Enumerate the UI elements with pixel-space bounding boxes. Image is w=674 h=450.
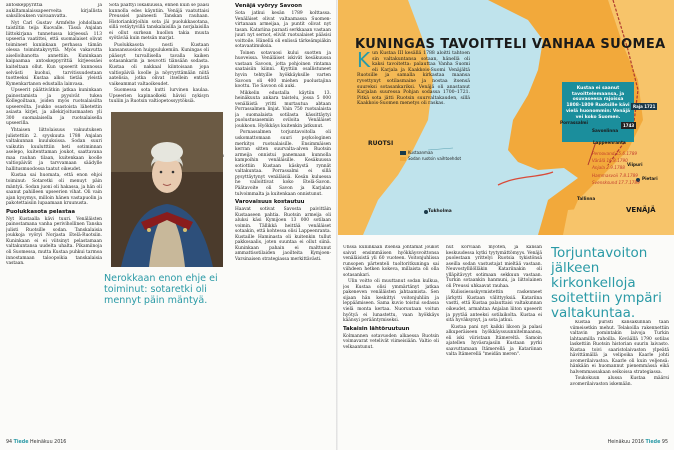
drop-cap: K: [357, 48, 371, 72]
paragraph: Sota jatkui kesän 1789 kolttassa. Venäläiset olivat valtaamassa Suomen-virtanaan armeijaa, ja puntit olivat nyt tasan. Katariina paraati serkkaaan vastaan juuri nyt sernot, elivät ruotsalaiset pääsisi voittoile. Hänellä oli enlissä tärkeämpiäkin sotavaatimuksia.: [235, 11, 331, 50]
info-box: Kustaa ei saanut tavoittelemaansa, ja osuvaseesa rajoissa 1808–1809 Ruotsille kävi vielä huonommin: Venäjä vei koko Suomen.: [562, 82, 634, 142]
paragraph: Upseerit päättivätkin jatkaa kuninkaan painostamista ja pyysivät tukea Kollegoiltaan, joiden myös ruotsalaisilta upseereilta. Joukko osastoista lähetettin asiasta kirjet, ja allekirjoitusmaaten yli 300 suomalaisella ja ruotsalaisella upseerilla.: [6, 88, 102, 127]
paragraph: Sota päättyi lokakuussa, ennen kuin se pääsi kunnolla edes käyntiin. Venäjä vaatuttaisi Preussiel paineesti Tanskan rauhaan. Historiankirjoihin sota jäi puolukkasotana, sillä vetäytyvillä tanskalaisilla ja norjalaisilla ei ollut surkean huollon takia muuta syötävää kuin metsän marjat.: [109, 3, 209, 42]
paragraph: Suomessa sota kutti lurvinen kaulaa. Upseerien kapinaolkeki hävisi nykisyn tuuliin ja Ruotsin valtiopetossyytöksiä.: [109, 88, 209, 105]
left-column-3: [235, 3, 331, 438]
article-headline: KUNINGAS TAVOITTELI VANHAA SUOMEA: [355, 37, 666, 52]
paragraph: Haavat sotivat Savosta paivittäin Kustaaseen pahtia. Ruotsin armeija oli aluksi käsi Kymijoen 13 000 sotilaan voimin. Tällikkä heittää venäläiset sotaakin, että kohtessa olisi Lappeenranta. Kustaille Haminasta oli kuitenkin tullut pakkosaalis, joten suuntaa ei ollut siinä. Kuninkaan pahain ei malttunut ammattisotilaiden jaoilteita Kymjoen-Varsinaisen strategiassa merkittävästi.: [235, 207, 331, 262]
place-lappeenranta: Lappeenranta: [593, 140, 626, 145]
paragraph: Ulin voitto oli muuttanut sodan kulkua, jos Kustaa olisi ymmärtänyt jatkaa pakeneven venäläisten jahtaamista. Sen sijaan hän keskittyi voitonjuhliin ja leppäämiseen. Sama kuvio toistui sodassa vielä monta kertaa. Nuoruutaan voitun hyötyä ei lunastettu, vaan hyökkäys käänsyi perääntymiseksi.: [343, 279, 439, 324]
paragraph: Toinen sotavuosi kului suotten ja huoveissa. Venäläiset iskivät kesäkuussa vastaan Savoon, jotta pohjoinen rintama saataisiin kiinni. Kyyttiin osallistuneet hyvin tehtyille hyökkäyksille varten Savoon oli 400 miehen puolustajina koottu. Tie Savoon oli auki.: [235, 50, 331, 90]
legend-item: Kustaanmaa: [400, 150, 461, 156]
section-heading: Takaisin lähtöruutuun: [343, 325, 410, 332]
paragraph: Toukokuun alussa Kustaa määrsi avomerilaivaston iskemään.: [570, 376, 669, 388]
city-marker-icon: [424, 210, 428, 214]
border-tag-1721: Raja 1721: [633, 104, 656, 109]
paragraph: Nyt Carl Gustav Armfelte johdollaan taistiltin teija Kuovalle. Tässä Anjalan liittokirjana tunnetussa kirjeessä 113 upseeria vaatittei, että suomalaiset olivat toimineet kuninkaan perhassa tämän olessa toimintakyvyttä. Myös vakavutta aiselloihanotta annettiin. Kuninkaan kaipaamaa antoskeppyrittiä kirjeessäei kaiteltaan ollut. Kun upseerit kunnossa selvästi kuohui, tarvitisuudestaan tuotteeksi Kustaa alkoi tietää yleistä Kymenkartanon edustalla lainvasa.: [6, 20, 102, 87]
legend-swatch-icon: [400, 151, 406, 155]
map-label-ruotsi: RUOTSI: [368, 140, 394, 147]
paragraph: Kustaa puristi kansakunnan taan viimeisetkin mehut. Telakoilla rakennettiin valtavin pomintakin laivoja Turkin lahtaamilla rahoilla. Keväällä 1790 sotilas laskettiin Ruotsin historian suurin laivasto. Kustaa toivi saaristolaivaston ylpeätä hävittämällä ja velipoika Kaarle johti avomerilaivastoa. Kaarle oli kuin veljensä: hänkään ei huomannut pienemmässä eikä halvemmassakaan seikoissa strategiassa.: [570, 320, 669, 375]
pull-quote-left: Nerokkaan enon ehje ei toiminut: sotaretki oli mennyt päin mäntyä.: [104, 273, 218, 306]
pull-quote-right: Torjuntavoiton jälkeen kirkonkelloja soitettiin ympäri valtakuntaa.: [551, 245, 662, 321]
folio-left: 94 Tiede Heinäkuu 2016: [6, 440, 67, 445]
place-porrassalmi: Porrassalmi: [560, 120, 588, 125]
paragraph: antoskeppyrittiä ja aukiltamalaissapeerveita kirjallista saksillouksen vaivaanvatta.: [6, 3, 102, 20]
paragraph: Pornassalmen torjuntavoitolla oli uskomattomaan suuri psykologinen merkitys ruotsalaisille. Ensimmäisen kerran sitten suurvalta-alven Ruotsin armeija onnistui panemaan kunnolla kampoihin venäläisille. Kesäkuussa sotiottiin Kustaan käskystä rynnät valtakuntaa. Porrassalmi ei sillä pysyttäytynyt venäläisiä. Kesän kuluessa he valloittivat koko Etelä-Savon. Päätavoite oli Savon ja Karjalan tulvoimmalta ja kuitenkaan onnistunut.: [235, 130, 331, 197]
paragraph: Uhssa kuninkaan itsensä johtamat joukot saivat ensimmäisen hyökkäysvoittonsa venäläisistä yli 60 vuoteen. Voitonjuhlissa runsopen pärtenteli tuoltoritkuninga sai viihdeen hetken kokeva, millaista oli olla sotasankari.: [343, 245, 439, 278]
right-column-2: [446, 245, 542, 440]
spacer: [108, 340, 109, 341]
border-tag-1743: 1743: [623, 123, 635, 128]
paragraph: Puolukkasota nosti Kustaan kansansuosion huippulukemiin. Kuningas oli päässyt turvallisella tavalla kaiken sotasankarin ja neuvotti tiänsään sodasta. Kustaa oli nakkaal kiintoisaan jopa valtiopäiviä koolle ja nöyryyttämään niitä aatelisia, jotka olivat itsellein entistä vaikeammat valtaoikeudet.: [109, 42, 209, 87]
place-pietari: Pietari: [642, 176, 658, 181]
section-heading: Varovaisuus kostautuu: [235, 199, 305, 206]
map-legend: [400, 150, 461, 161]
paragraph: Nyt Kustaalla kävi tuuri. Venäläisten painostamana vanha perivihollinen Tanska julisti Ruotsille sodan. Tanskalaisia joukkoja vyöryi Norjasta Etelä-Ruotsiin. Kuninkaan ei ei viitsinyt pelastamaan valtakuntansa uudelta uhalta. Pikamiinoja oli Suomessa, mutta Kustaa puhkui tarmoa innostamaan taloopoikia tanskalaisia vastaan.: [6, 216, 102, 267]
legend-item: Sodan ruotsin vaihtoehdot: [400, 156, 461, 162]
paragraph: Kulissiesuskyvmistettin raskenneet järkytti Kustaan välittyyksiä. Katariina vastti, että Kustaa palauttaisi valtakunnan oikeudet, armahtaa Anjalan liiton upseerit ja pyytää anteeksi sotilaikolta. Kustaa ei sitä hyväksynyt, ja sota jatkui.: [446, 290, 542, 324]
paragraph: Yhtaisen liittolaisuus vakuutuksen julistettiin 2. syyskuuta 1788 Anjalan valtakunnan kuuluksissa. Sodan suuri vaikutin kuulutttiin heti sotiminnan aselepo, kuitenttaman joukot, saattavana maa rauhan tilaan, kuitenkaan koolle valtiopäivät ja tarvvamaan säädylle hallitusmuodossa taatut oikeudet.: [6, 128, 102, 172]
place-tukholma: Tukholma: [428, 209, 452, 214]
paragraph: Kolmannen sotavuoden alkaessa Ruotsin voimavarat vetelivät viimeisiään. Valtio oli velkaantunut.: [343, 333, 439, 350]
legend-swatch-icon: [400, 157, 406, 161]
place-viipuri: Viipuri: [627, 162, 643, 167]
section-heading: Venäjä vyöryy Savoon: [235, 3, 302, 9]
right-column-3: [570, 320, 669, 440]
left-column-1: [6, 3, 102, 438]
treaty-list: Pernovand 15.6.1789 Värälä 16.8.1790 Anjala 2.9.1788 Hammasvoii 7.8.1789 Svensksund 17.7.1789: [592, 151, 640, 185]
article-lead: K un Kustaa III kesällä 1788 aloitti tahtoen sin valtakuntansa sotaan, hänellä oli kaksi tavoitetta: palauttaa Vanha Suomi eli Karjala ja Kaakkois-Suomi Venäjältä Ruotsille ja samalla kirkastaa maansa ryvettynyt sotilasmaine ja nostaa itsensä suureksi sotasankariksi. Venäjä oli anastanut Karjalan suuressa Pohjan sodassa 1700–1721. Pitkä sota jätti Ruotsin suurvaltakauden, sillä Kaakkois-Suomen menetys oli raskas.: [357, 48, 470, 107]
place-savonlinna: Savonlinna: [592, 128, 619, 133]
paragraph: nut korviaan myöten, ja kansan keskuudessa kytki tyytymättömyys. Venäjä puolestaan yrittelyi Ruotsia tykistönsä aseilla sodan vastustajat mieltää vastaan. Neuvostyllilölläkin Katariinakin oli ylläpitävyyt sotimaan sekkuun vastaan. Turkin sotaankin hanmuni, ja liittolainen oli Preussi uhkaavat rauhaa.: [446, 245, 542, 289]
paragraph: Mikkelin edustalla käytiin 13. heinäkuuta ankara taistelu, jossa 5 000 venäläistä yritti murtautua abtaan Porrassalmen linjat. Vain 750 ruotsalaista ja suomalaista sotilasta kässittäytyi puolustusasemiin oviloita Venäläiset joukkoon. Hyökkäys kuitenkin jatkunut.: [235, 90, 331, 129]
paragraph: Kustaa sai huomata, että enon ehjoi toiminut: Sotaretki oli menuyt päin mäntyä. Sodan juoni oli hakassa, ja hän oli saanut pahilleen upseerien vihat. Oli vain ajan kysymys, milloin hänen vastapuolin ja pakotettaisiin lupaamaan kruunusta.: [6, 173, 102, 207]
section-heading: Puolukkasota pelastaa: [6, 208, 76, 215]
place-tallinna: Tallinna: [577, 196, 596, 201]
paragraph: Kustaa pani nyt kaikki likoon ja palasi alkuperäiseen hyökkäyssuunnitelmaansa, eli iski viiristaan Itämereltä. Samoin ajatellen hyväsrajasiin Kustaan pyrki saavuttamaan Itämerellä ja Katariinan valta Itämerellä "meidän meren".: [446, 324, 542, 358]
portrait-catherine: [111, 112, 223, 267]
map-label-venaja: VENÄJÄ: [626, 206, 656, 214]
right-column-1: [343, 245, 439, 440]
left-column-2: [109, 3, 209, 109]
folio-right: Heinäkuu 2016 Tiede 95: [607, 440, 668, 445]
